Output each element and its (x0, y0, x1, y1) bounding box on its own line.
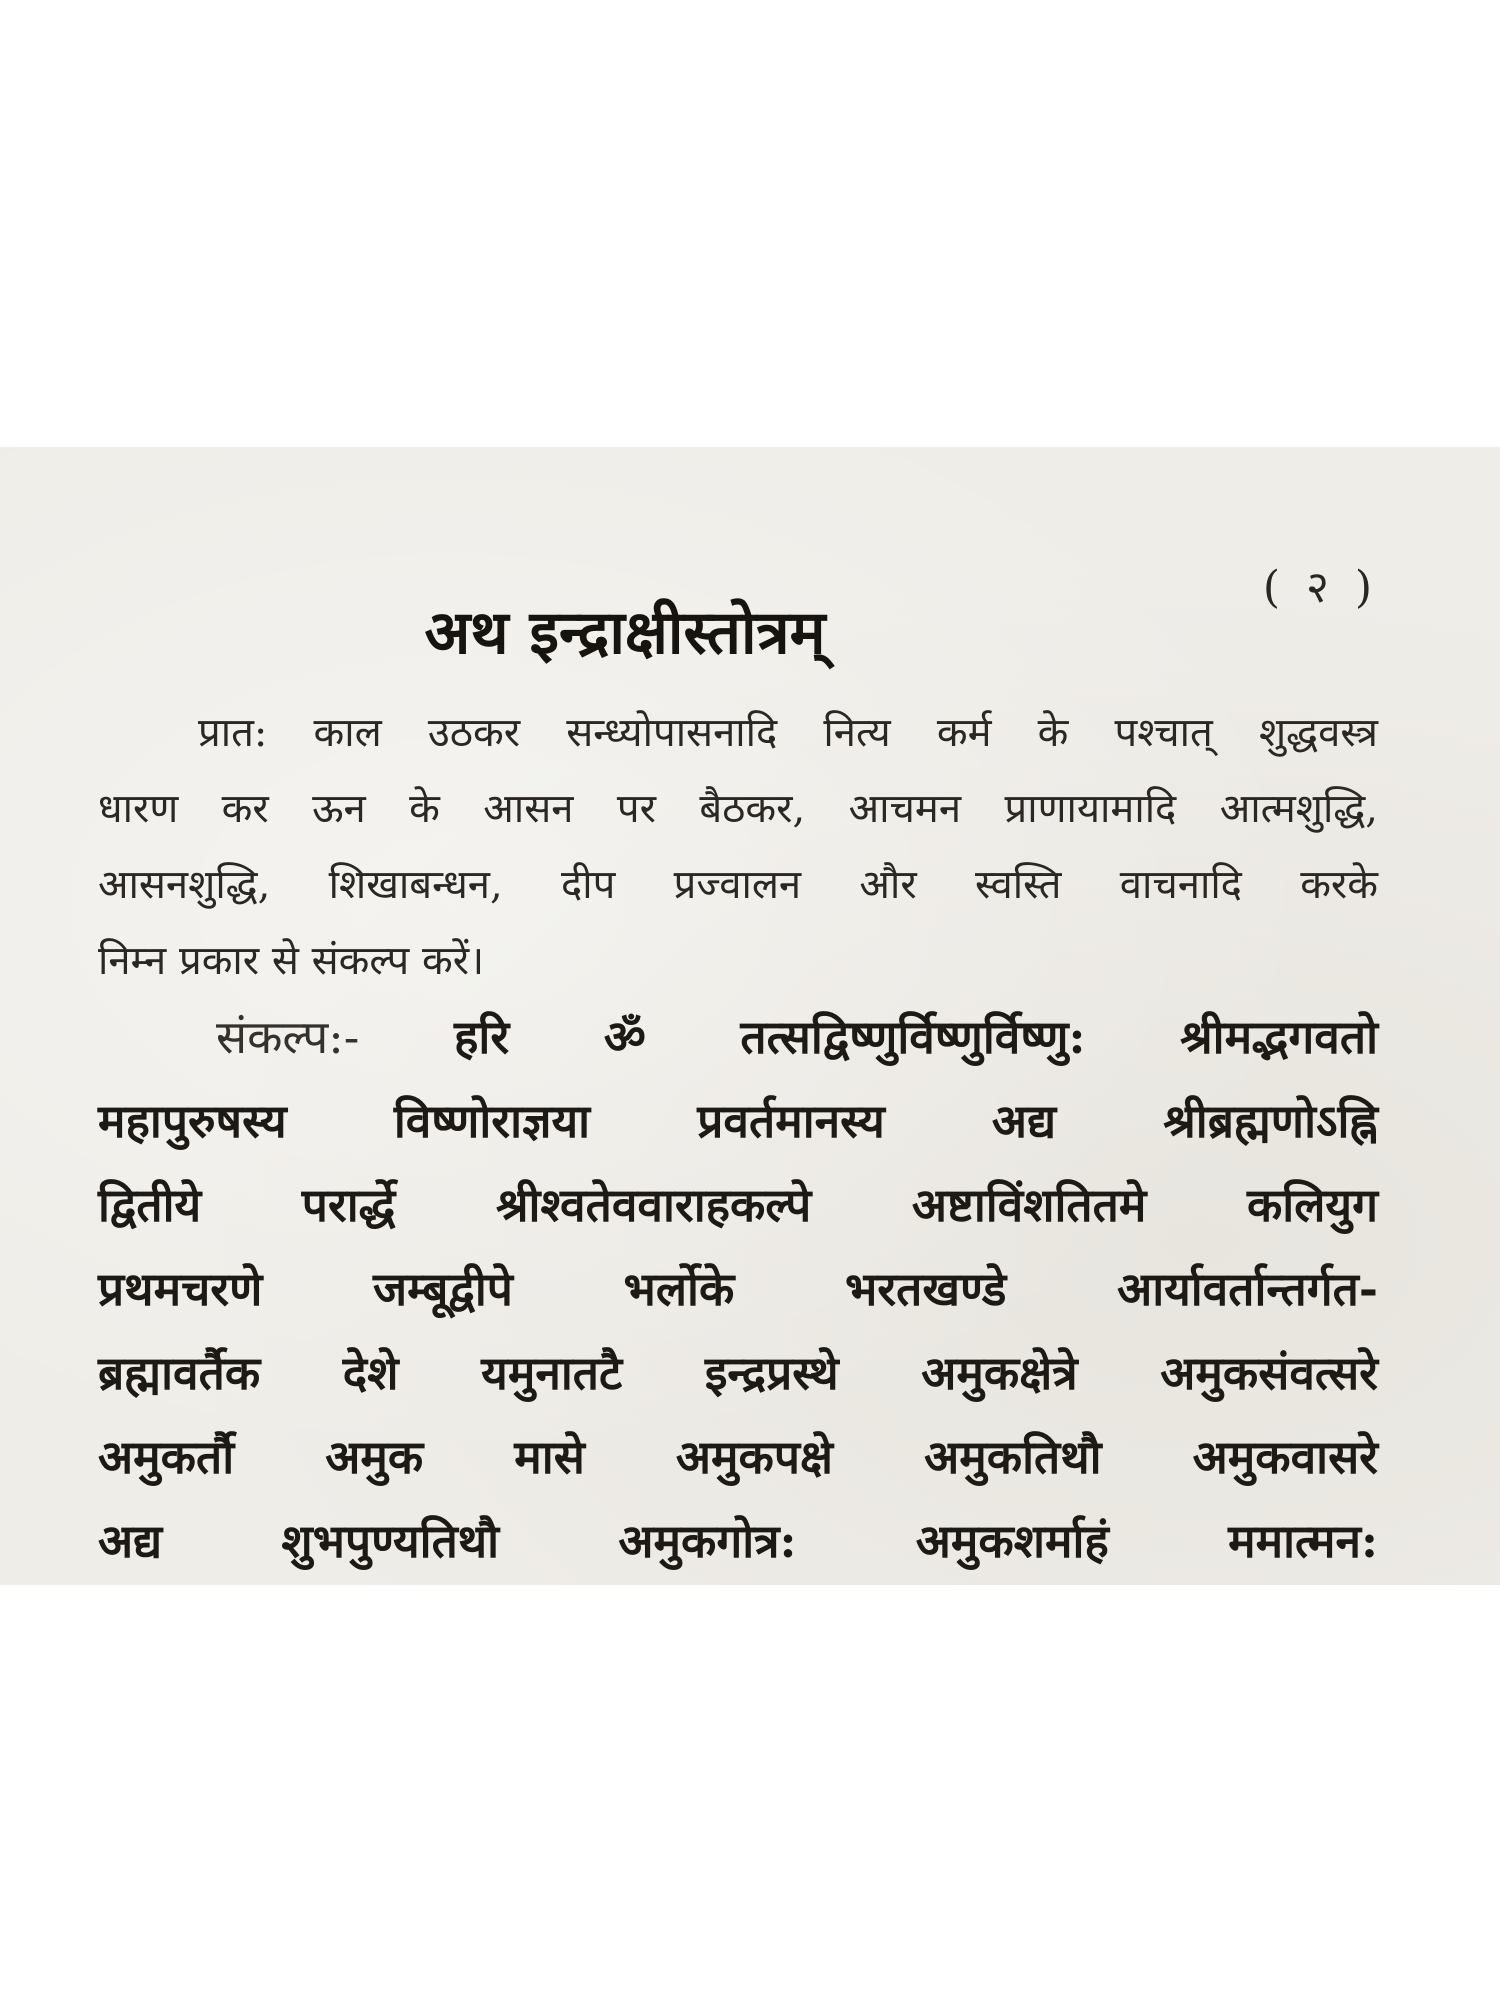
page-title: अथ इन्द्राक्षीस्तोत्रम् (424, 598, 826, 668)
sankalp-lead: संकल्प:- (216, 1010, 360, 1064)
intro-line: आसनशुद्धि, शिखाबन्धन, दीप प्रज्वालन और स्वस्ति वाचनादि करके (98, 862, 1378, 908)
intro-line: निम्न प्रकार से संकल्प करें। (98, 938, 485, 984)
sankalp-line: प्रथमचरणे जम्बूद्वीपे भर्लोके भरतखण्डे आर्यावर्तान्तर्गत- (98, 1262, 1378, 1316)
sankalp-line: द्वितीये परार्द्धे श्रीश्वतेववाराहकल्पे अष्टाविंशतितमे कलियुग (98, 1178, 1378, 1232)
intro-paragraph (98, 695, 1378, 999)
intro-line: प्रात: काल उठकर सन्ध्योपासनादि नित्य कर्म के पश्चात् शुद्धवस्त्र (198, 710, 1378, 756)
scanned-page (0, 447, 1500, 1585)
intro-line: धारण कर ऊन के आसन पर बैठकर, आचमन प्राणायामादि आत्मशुद्धि, (98, 786, 1378, 832)
sankalp-first-line (98, 995, 1378, 1079)
sankalp-paragraph (98, 995, 1378, 1583)
page-number: ( २ ) (1262, 562, 1378, 613)
sankalp-line: महापुरुषस्य विष्णोराज्ञया प्रवर्तमानस्य अद्य श्रीब्रह्मणोऽह्नि (98, 1094, 1378, 1148)
sankalp-line: अमुकर्तौ अमुक मासे अमुकपक्षे अमुकतिथौ अमुकवासरे (98, 1430, 1378, 1484)
sankalp-line: अद्य शुभपुण्यतिथौ अमुकगोत्र: अमुकशर्माहं ममात्मन: (98, 1514, 1378, 1568)
sankalp-line-text: हरि ॐ तत्सद्विष्णुर्विष्णुर्विष्णु: श्रीमद्भगवतो (454, 1010, 1378, 1064)
sankalp-line: ब्रह्मावर्तैक देशे यमुनातटै इन्द्रप्रस्थे अमुकक्षेत्रे अमुकसंवत्सरे (98, 1346, 1378, 1400)
